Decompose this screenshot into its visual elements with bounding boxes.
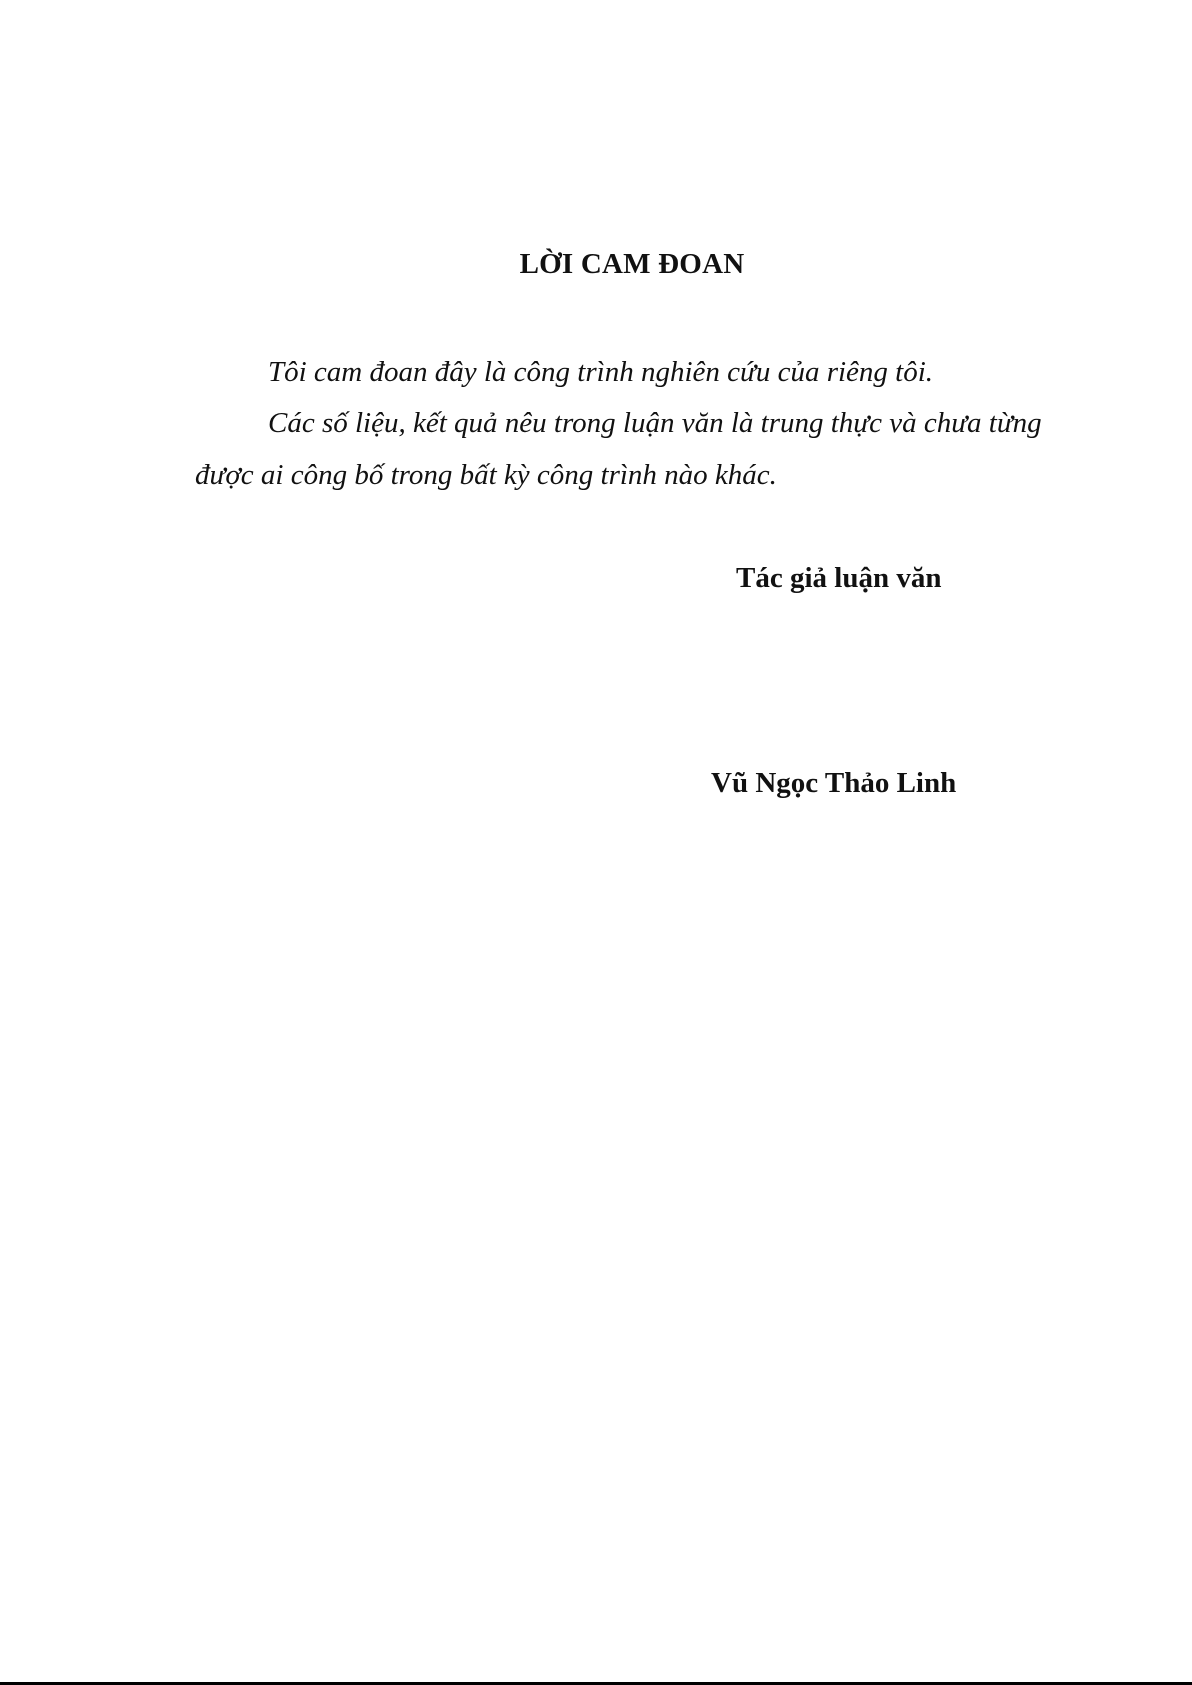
declaration-line-2: Các số liệu, kết quả nêu trong luận văn là trung thực và chưa từng [268, 407, 1042, 439]
page-title: LỜI CAM ĐOAN [519, 248, 745, 280]
author-name: Vũ Ngọc Thảo Linh [711, 767, 957, 799]
declaration-line-1: Tôi cam đoan đây là công trình nghiên cứu của riêng tôi. [268, 356, 934, 388]
signature-label: Tác giả luận văn [736, 562, 942, 594]
declaration-line-3: được ai công bố trong bất kỳ công trình nào khác. [195, 459, 777, 491]
